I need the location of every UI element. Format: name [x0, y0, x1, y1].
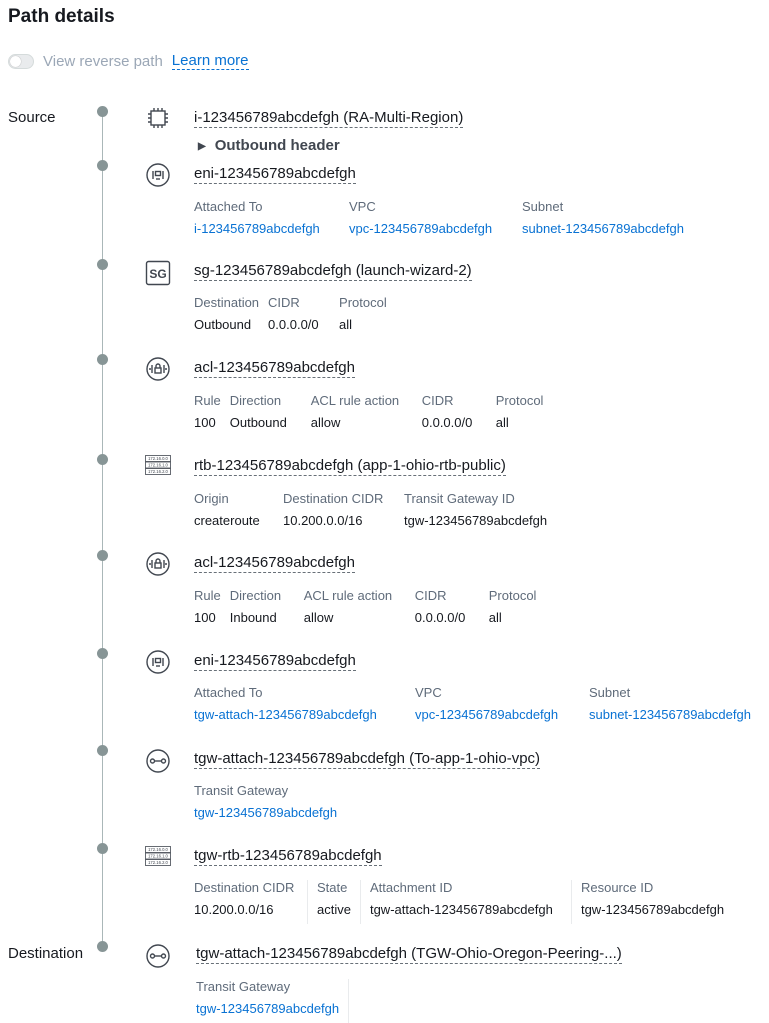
detail-header: Protocol	[495, 393, 544, 408]
page-title: Path details	[8, 6, 115, 27]
detail-value: all	[495, 415, 509, 430]
instance-icon	[145, 105, 171, 131]
detail-value: active	[308, 902, 361, 924]
route-table-icon-text: 172.16.2.0	[148, 860, 168, 866]
details-table	[194, 588, 545, 632]
transit-gateway-attachment-icon	[145, 748, 171, 774]
details-table	[194, 295, 396, 339]
hop-details	[194, 783, 346, 827]
detail-value: tgw-123456789abcdefgh	[404, 513, 548, 528]
details-table	[194, 685, 760, 729]
hop-title[interactable]: sg-123456789abcdefgh (launch-wizard-2)	[194, 262, 472, 279]
detail-value: allow	[303, 610, 334, 625]
detail-value: 100	[194, 415, 216, 430]
detail-header: Subnet	[589, 685, 631, 700]
hop-details	[194, 393, 552, 437]
detail-header: Protocol	[488, 588, 537, 603]
detail-header: Transit Gateway	[194, 783, 289, 798]
network-interface-icon	[145, 649, 171, 675]
hop-title[interactable]: i-123456789abcdefgh (RA-Multi-Region)	[194, 109, 464, 126]
detail-header: Transit Gateway	[196, 979, 349, 1001]
detail-link[interactable]: tgw-123456789abcdefgh	[196, 1001, 349, 1023]
detail-link[interactable]: subnet-123456789abcdefgh	[589, 707, 751, 722]
detail-header: Attachment ID	[360, 880, 571, 902]
toggle-knob	[10, 56, 21, 67]
detail-value: Outbound	[229, 415, 287, 430]
hop-details	[194, 880, 733, 924]
details-table	[196, 979, 349, 1023]
timeline-node	[97, 259, 108, 270]
hop-title[interactable]: acl-123456789abcdefgh	[194, 359, 355, 376]
timeline-node	[97, 745, 108, 756]
timeline-node	[97, 106, 108, 117]
detail-header: Subnet	[522, 199, 564, 214]
security-group-icon	[145, 260, 171, 286]
hop-title[interactable]: eni-123456789abcdefgh	[194, 165, 356, 182]
detail-header: ACL rule action	[303, 588, 393, 603]
detail-value: 10.200.0.0/16	[194, 902, 308, 924]
details-table	[194, 491, 556, 535]
hop-details	[194, 199, 693, 243]
detail-header: VPC	[415, 685, 442, 700]
timeline-line	[102, 112, 103, 950]
reverse-path-row	[8, 51, 249, 71]
hop-title[interactable]: acl-123456789abcdefgh	[194, 554, 355, 571]
route-table-icon-text: 172.16.0.0	[148, 847, 168, 853]
hop-details	[194, 588, 545, 632]
route-table-icon-text: 172.16.2.0	[148, 469, 168, 475]
detail-header: Direction	[229, 588, 282, 603]
hop-details	[194, 491, 556, 535]
caret-right-icon: ▶	[198, 141, 206, 152]
detail-header: Rule	[194, 588, 221, 603]
detail-value: 0.0.0.0/0	[414, 610, 466, 625]
detail-header: Destination CIDR	[283, 491, 384, 506]
route-table-icon	[145, 452, 171, 478]
outbound-header-toggle[interactable]	[198, 137, 340, 154]
detail-header: VPC	[349, 199, 376, 214]
route-table-icon-text: 172.16.1.0	[148, 853, 168, 859]
network-acl-icon	[145, 551, 171, 577]
detail-value: 100	[194, 610, 216, 625]
hop-title[interactable]: tgw-attach-123456789abcdefgh (TGW-Ohio-Oregon-Peering-...)	[196, 945, 622, 962]
detail-header: Origin	[194, 491, 229, 506]
timeline-node	[97, 354, 108, 365]
detail-value: 0.0.0.0/0	[268, 317, 319, 332]
destination-label: Destination	[8, 945, 84, 962]
timeline-node	[97, 160, 108, 171]
detail-value: all	[339, 317, 353, 332]
detail-header: CIDR	[414, 588, 447, 603]
detail-header: CIDR	[421, 393, 454, 408]
learn-more-link[interactable]: Learn more	[171, 51, 249, 69]
detail-header: Protocol	[339, 295, 387, 310]
timeline-node	[97, 454, 108, 465]
detail-header: State	[308, 880, 361, 902]
detail-value: tgw-123456789abcdefgh	[580, 902, 725, 917]
hop-title[interactable]: rtb-123456789abcdefgh (app-1-ohio-rtb-public)	[194, 457, 506, 474]
detail-value: createroute	[194, 513, 260, 528]
network-acl-icon	[145, 356, 171, 382]
detail-value: tgw-attach-123456789abcdefgh	[360, 902, 571, 924]
timeline-node	[97, 941, 108, 952]
detail-header: Destination CIDR	[194, 880, 308, 902]
detail-link[interactable]: tgw-attach-123456789abcdefgh	[194, 707, 377, 722]
detail-header: Rule	[194, 393, 221, 408]
detail-header: Attached To	[194, 199, 263, 214]
detail-header: Attached To	[194, 685, 263, 700]
detail-value: 10.200.0.0/16	[283, 513, 363, 528]
detail-link[interactable]: subnet-123456789abcdefgh	[522, 221, 684, 236]
route-table-icon-text: 172.16.1.0	[148, 462, 168, 468]
transit-gateway-attachment-icon	[145, 943, 171, 969]
details-table	[194, 880, 733, 924]
reverse-path-toggle[interactable]	[8, 54, 34, 69]
detail-link[interactable]: vpc-123456789abcdefgh	[415, 707, 559, 722]
timeline-node	[97, 648, 108, 659]
details-table	[194, 393, 552, 437]
detail-link[interactable]: vpc-123456789abcdefgh	[349, 221, 493, 236]
hop-details	[194, 295, 396, 339]
timeline-node	[97, 843, 108, 854]
detail-value: 0.0.0.0/0	[421, 415, 473, 430]
hop-details	[194, 685, 760, 729]
detail-header: Resource ID	[580, 880, 654, 895]
detail-header: Transit Gateway ID	[404, 491, 515, 506]
hop-title[interactable]: tgw-rtb-123456789abcdefgh	[194, 847, 382, 864]
route-table-icon-text: 172.16.0.0	[148, 456, 168, 462]
detail-header: ACL rule action	[310, 393, 400, 408]
outbound-header-label: Outbound header	[214, 137, 340, 154]
network-interface-icon	[145, 162, 171, 188]
detail-link[interactable]: tgw-123456789abcdefgh	[194, 805, 338, 820]
timeline-node	[97, 550, 108, 561]
detail-header: Destination	[194, 295, 260, 310]
detail-header: Direction	[229, 393, 282, 408]
details-table	[194, 199, 693, 243]
detail-value: allow	[310, 415, 341, 430]
detail-value: all	[488, 610, 502, 625]
route-table-icon	[145, 843, 171, 869]
source-label: Source	[8, 109, 56, 126]
security-group-icon-text: SG	[149, 267, 167, 281]
details-table	[194, 783, 346, 827]
detail-value: Inbound	[229, 610, 277, 625]
detail-header: CIDR	[268, 295, 300, 310]
hop-title[interactable]: eni-123456789abcdefgh	[194, 652, 356, 669]
detail-link[interactable]: i-123456789abcdefgh	[194, 221, 320, 236]
detail-value: Outbound	[194, 317, 252, 332]
hop-details	[196, 979, 349, 1023]
reverse-path-label: View reverse path	[43, 52, 163, 70]
hop-title[interactable]: tgw-attach-123456789abcdefgh (To-app-1-ohio-vpc)	[194, 750, 541, 767]
